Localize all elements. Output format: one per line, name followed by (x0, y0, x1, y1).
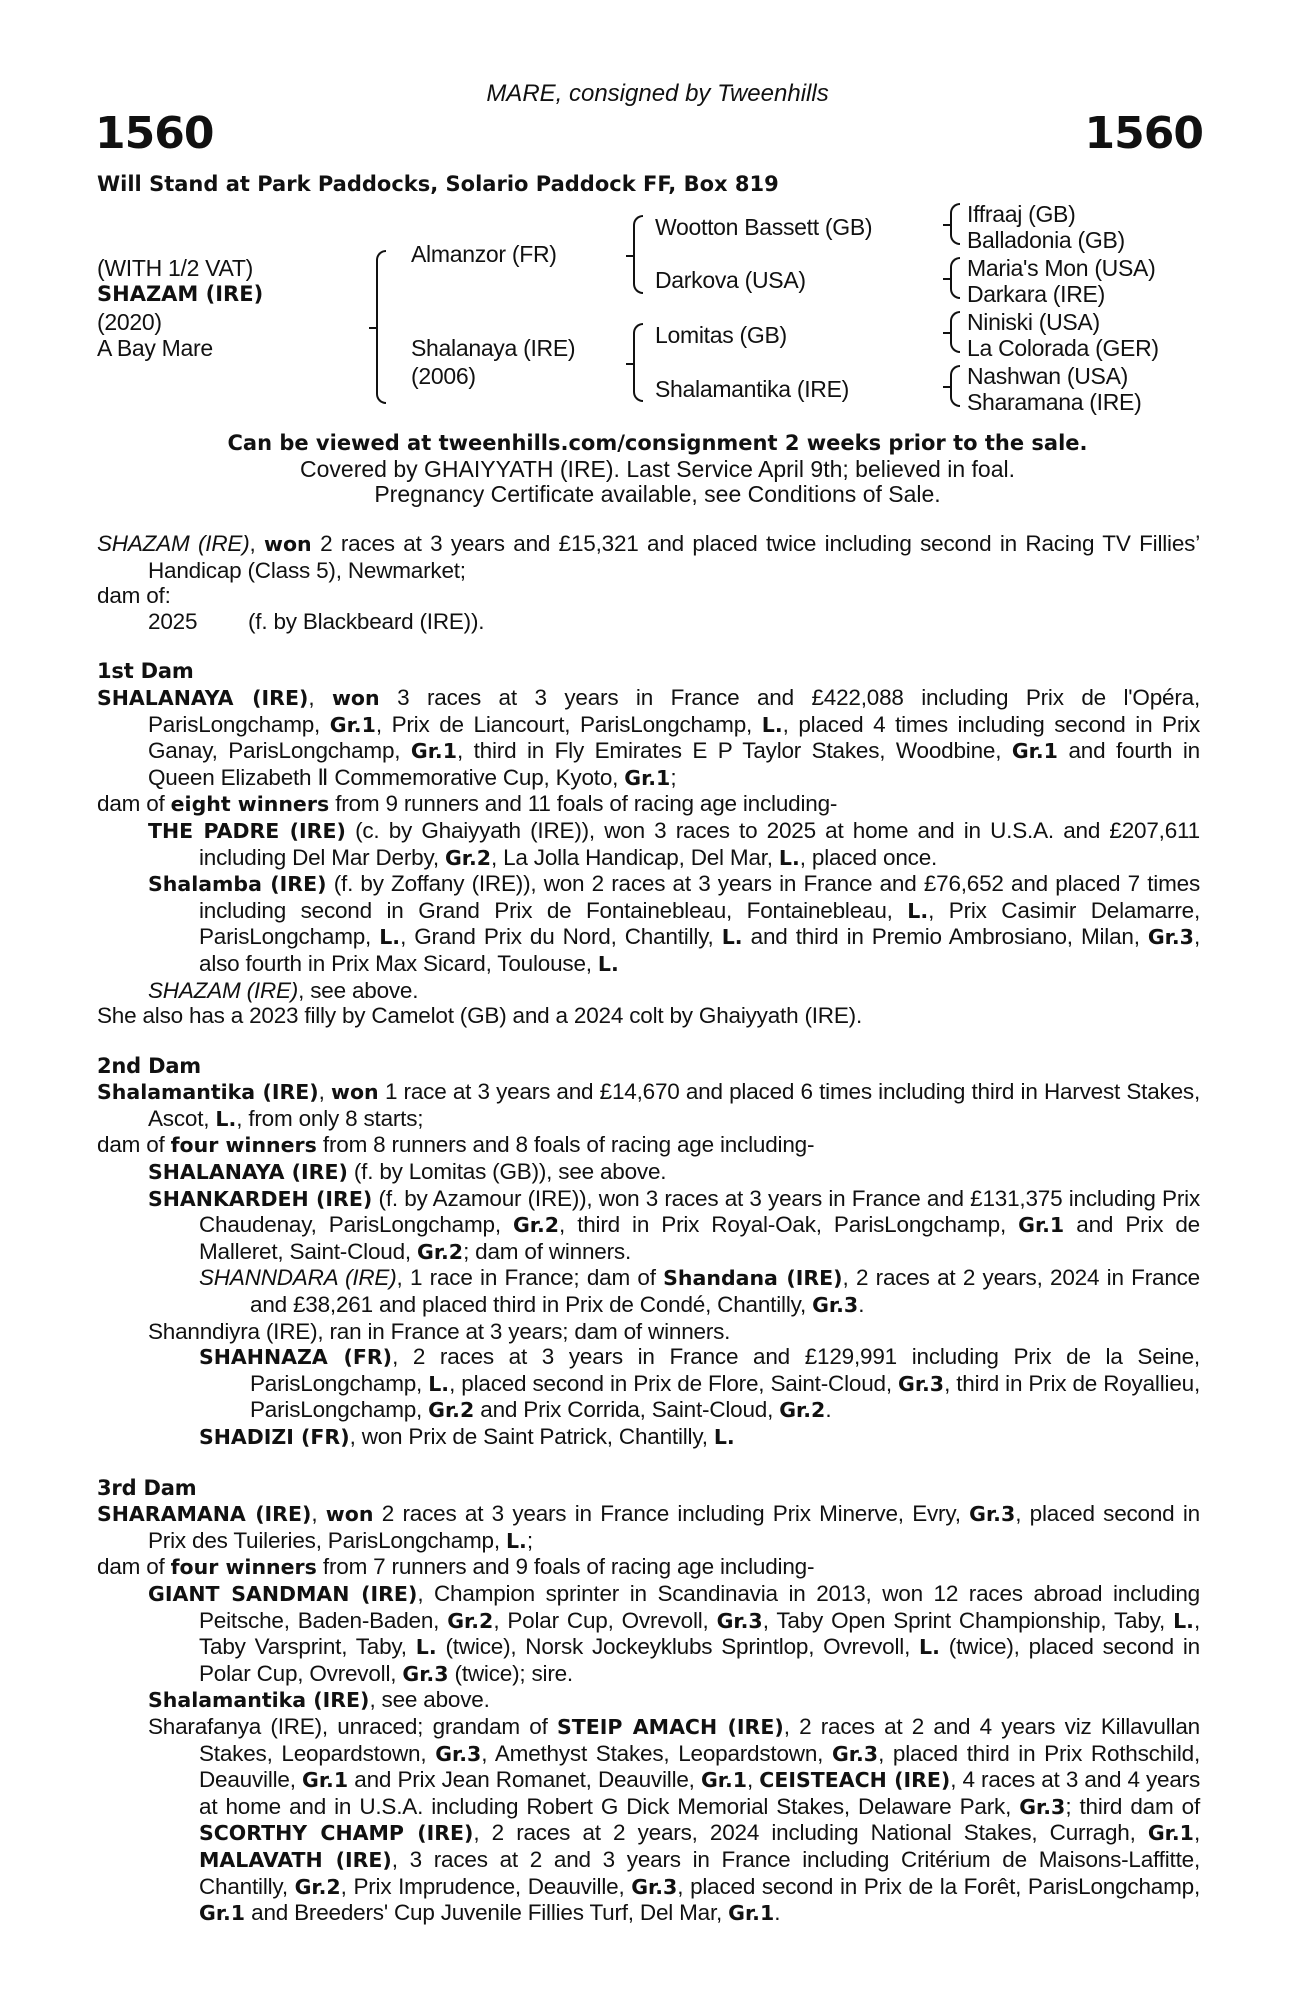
text: 1 race at 3 years and £14,670 and placed 6 times including third in Harvest Stakes, Ascot, (148, 1079, 1200, 1131)
text: , Taby Open Sprint Championship, Taby, (762, 1607, 1174, 1633)
text: , placed once. (799, 844, 938, 870)
bold-text: L. (713, 1425, 735, 1449)
bold-text: Gr.1 (728, 1901, 775, 1926)
bold-text: Gr.3 (898, 1371, 945, 1396)
text: , Grand Prix du Nord, Chantilly, (400, 924, 722, 950)
text: , see above. (298, 977, 419, 1003)
section-heading (97, 1054, 1200, 1080)
text: 3 races at 3 years in France and £422,088 including Prix de l'Opéra, ParisLongchamp, (148, 684, 1200, 737)
bold-text: eight winners (170, 792, 330, 817)
bold-text: L. (761, 712, 783, 737)
viewing-note: Can be viewed at tweenhills.com/consignment 2 weeks prior to the sale. (227, 431, 1088, 455)
bold-text: Gr.2 (294, 1874, 341, 1899)
bold-text: Gr.3 (402, 1661, 449, 1686)
section-heading (97, 659, 1200, 685)
bold-text: Gr.3 (1147, 925, 1194, 950)
text: , Polar Cup, Ovrevoll, (493, 1607, 717, 1633)
text: , placed second in Prix de Flore, Saint-Cloud, (449, 1370, 898, 1396)
bold-text: L. (505, 1528, 527, 1553)
bold-text: won (331, 1080, 379, 1105)
paragraph (97, 1424, 1200, 1451)
bold-text: L. (907, 898, 929, 923)
text: (twice), placed second in Polar Cup, Ovrevoll, (199, 1634, 1200, 1686)
paragraph (97, 1581, 1200, 1687)
sire: Almanzor (FR) (411, 241, 557, 267)
text: , Prix Casimir Delamarre, ParisLongchamp, (199, 897, 1200, 950)
bold-text: Gr.2 (447, 1608, 494, 1633)
text: 2025 (148, 608, 198, 634)
text: (twice), Norsk Jockeyklubs Sprintlop, Ovrevoll, (436, 1634, 920, 1660)
text: 1st Dam (97, 659, 194, 684)
text: 2 races at 3 years and £15,321 and placed twice including second in Racing TV Fillies’ Handicap (Class 5), Newmarket; (148, 531, 1200, 583)
bold-text: L. (379, 925, 401, 950)
dam: Shalanaya (IRE) (411, 335, 576, 361)
text: , third in Prix de Royallieu, ParisLongchamp, (250, 1370, 1200, 1423)
bold-text: SHANKARDEH (IRE) (148, 1186, 373, 1211)
text: from 7 runners and 9 foals of racing age including- (316, 1554, 815, 1580)
bold-text: L. (778, 845, 800, 870)
text: and third in Premio Ambrosiano, Milan, (742, 924, 1148, 950)
text: ; dam of winners. (463, 1238, 631, 1264)
paragraph (97, 1186, 1200, 1266)
text: (f. by Zoffany (IRE)), won 2 races at 3 years in France and £76,652 and placed 7 times including second in Grand Prix de Fontainebleau, Fontainebleau, (199, 871, 1200, 923)
bold-text: L. (1173, 1608, 1194, 1633)
bold-text: L. (597, 951, 619, 976)
pedigree-gen3: Niniski (USA) (967, 309, 1100, 335)
text: , (249, 531, 264, 556)
text: , placed second in Prix de la Forêt, ParisLongchamp, (677, 1873, 1201, 1899)
pedigree-gen2: Lomitas (GB) (655, 322, 787, 348)
text: . (774, 1900, 781, 1926)
text: , Champion sprinter in Scandinavia in 2013, won 12 races abroad including Peitsche, Baden-Baden, (199, 1580, 1200, 1633)
text: , Taby Varsprint, Taby, (199, 1607, 1201, 1660)
horse-name: SHAZAM (IRE) (97, 282, 264, 306)
bold-text: Shalamba (IRE) (148, 872, 327, 897)
text: She also has a 2023 filly by Camelot (GB) and a 2024 colt by Ghaiyyath (IRE). (97, 1003, 862, 1029)
text: , (311, 1501, 326, 1527)
text: 3rd Dam (97, 1475, 197, 1500)
bold-text: GIANT SANDMAN (IRE) (148, 1581, 418, 1606)
paragraph (97, 818, 1200, 871)
text: dam of (97, 1132, 171, 1158)
paragraph (97, 1687, 1200, 1714)
paragraph (97, 978, 1200, 1004)
paragraph (97, 583, 1200, 609)
text: , 2 races at 2 years, 2024 including National Stakes, Curragh, (473, 1820, 1148, 1846)
text: , from only 8 starts; (236, 1105, 424, 1131)
text: Shanndiyra (IRE), ran in France at 3 years; dam of winners. (148, 1318, 731, 1344)
bold-text: Gr.2 (512, 1213, 560, 1238)
text: , 4 races at 3 and 4 years at home and in U.S.A. including Robert G Dick Memorial Stakes, Delaware Park, (199, 1767, 1201, 1819)
text: (f. by Lomitas (GB)), see above. (347, 1159, 667, 1185)
bold-text: SHALANAYA (IRE) (97, 685, 309, 710)
pedigree-gen3: Nashwan (USA) (967, 363, 1128, 389)
bold-text: Gr.3 (631, 1874, 678, 1899)
page-title: MARE, consigned by Tweenhills (486, 80, 829, 107)
brace (950, 365, 960, 407)
bold-text: won (331, 685, 380, 710)
text: from 8 runners and 8 foals of racing age including- (316, 1132, 815, 1158)
text: , also fourth in Prix Max Sicard, Toulouse, (199, 924, 1200, 976)
text: ; (526, 1527, 533, 1553)
pedigree-gen3: Iffraaj (GB) (967, 201, 1076, 227)
text: . (858, 1292, 865, 1318)
text: and Prix Corrida, Saint-Cloud, (474, 1397, 780, 1423)
bold-text: L. (428, 1371, 450, 1396)
text: . (825, 1397, 832, 1423)
text: , see above. (369, 1687, 490, 1713)
italic-text: SHAZAM (IRE) (148, 977, 299, 1003)
bold-text: Gr.2 (779, 1398, 826, 1423)
paragraph (97, 1132, 1200, 1159)
text: , (747, 1767, 760, 1793)
pedigree-gen3: Balladonia (GB) (967, 227, 1125, 253)
bold-text: Gr.3 (716, 1608, 763, 1633)
text: 2nd Dam (97, 1053, 201, 1078)
bold-text: won (264, 532, 312, 556)
paragraph (97, 1319, 1200, 1345)
text: dam of (97, 1554, 171, 1580)
paragraph (97, 609, 1200, 635)
text: , third in Fly Emirates E P Taylor Stakes, Woodbine, (457, 738, 1012, 764)
section-heading (97, 1476, 1200, 1502)
paragraph (97, 1714, 1200, 1927)
bold-text: L. (919, 1635, 940, 1660)
bold-text: L. (721, 925, 743, 950)
text: , (308, 684, 332, 710)
bold-text: Gr.1 (1147, 1821, 1194, 1846)
text: dam of (97, 791, 171, 817)
bold-text: Gr.1 (700, 1768, 748, 1793)
bold-text: STEIP AMACH (IRE) (556, 1714, 784, 1739)
text: and Breeders' Cup Juvenile Fillies Turf, Del Mar, (245, 1900, 729, 1926)
paragraph (97, 1344, 1200, 1424)
brace (376, 250, 386, 404)
paragraph (97, 871, 1200, 977)
text: , placed third in Prix Rothschild, Deauville, (199, 1740, 1200, 1793)
text: , Prix de Liancourt, ParisLongchamp, (375, 711, 762, 737)
bold-text: Gr.1 (199, 1901, 246, 1926)
bold-text: Gr.1 (1011, 739, 1058, 764)
brace (950, 203, 960, 245)
text: (twice); sire. (448, 1660, 573, 1686)
bold-text: CEISTEACH (IRE) (759, 1768, 951, 1793)
catalogue-body (97, 531, 1200, 1927)
bold-text: won (325, 1502, 374, 1527)
paragraph (97, 791, 1200, 818)
bold-text: SHARAMANA (IRE) (97, 1502, 312, 1527)
vat-note: (WITH 1/2 VAT) (97, 255, 253, 281)
italic-text: SHAZAM (IRE) (97, 531, 250, 556)
brace (633, 215, 643, 294)
pedigree-gen3: Sharamana (IRE) (967, 389, 1142, 415)
horse-year: (2020) (97, 309, 162, 335)
brace (950, 257, 960, 299)
bold-text: L. (415, 1635, 437, 1660)
text: , (1193, 1820, 1200, 1846)
pedigree-gen2: Darkova (USA) (655, 267, 806, 293)
bold-text: Gr.3 (812, 1293, 859, 1318)
text: (f. by Blackbeard (IRE)). (248, 608, 485, 634)
paragraph (97, 531, 1200, 583)
pedigree-gen3: Maria's Mon (USA) (967, 255, 1156, 281)
text: 2 races at 3 years in France including Prix Minerve, Evry, (373, 1501, 970, 1527)
bold-text: Gr.2 (444, 845, 492, 870)
text: ; (670, 764, 677, 790)
brace (950, 311, 960, 353)
pedigree-gen3: Darkara (IRE) (967, 281, 1105, 307)
dam-year: (2006) (411, 363, 476, 389)
bold-text: Gr.3 (1019, 1794, 1066, 1819)
text: , 2 races at 2 and 4 years viz Killavullan Stakes, Leopardstown, (199, 1713, 1200, 1766)
text: and Prix de Malleret, Saint-Cloud, (199, 1212, 1200, 1264)
text: dam of: (97, 583, 171, 609)
bold-text: Gr.1 (302, 1768, 349, 1793)
paragraph (97, 1501, 1200, 1554)
bold-text: Gr.1 (329, 712, 376, 737)
bold-text: SHALANAYA (IRE) (148, 1160, 348, 1185)
text: , 2 races at 3 years in France and £129,991 including Prix de la Seine, ParisLongchamp, (250, 1344, 1200, 1396)
bold-text: Gr.3 (831, 1741, 879, 1766)
text: ; third dam of (1065, 1793, 1200, 1819)
text: , third in Prix Royal-Oak, ParisLongchamp, (559, 1212, 1019, 1238)
brace (633, 323, 643, 402)
bold-text: Shalamantika (IRE) (97, 1080, 319, 1105)
pedigree-gen2: Shalamantika (IRE) (655, 376, 850, 402)
bold-text: Shalamantika (IRE) (148, 1688, 370, 1713)
bold-text: Gr.2 (417, 1239, 464, 1264)
text: , Prix Imprudence, Deauville, (340, 1873, 632, 1899)
text: , 2 races at 2 years, 2024 in France and £38,261 and placed third in Prix de Condé, Chantilly, (250, 1265, 1200, 1318)
covered-note: Covered by GHAIYYATH (IRE). Last Service April 9th; believed in foal. (300, 456, 1015, 482)
bold-text: SCORTHY CHAMP (IRE) (199, 1821, 474, 1846)
text: , (318, 1079, 332, 1105)
lot-number-left: 1560 (95, 108, 214, 159)
bold-text: SHADIZI (FR) (199, 1425, 350, 1449)
bold-text: L. (215, 1106, 237, 1131)
text: , 1 race in France; dam of (396, 1265, 664, 1291)
bold-text: SHAHNAZA (FR) (199, 1345, 393, 1370)
text: (c. by Ghaiyyath (IRE)), won 3 races to 2025 at home and in U.S.A. and £207,611 including Del Mar Derby, (199, 817, 1200, 870)
bold-text: Shandana (IRE) (663, 1266, 843, 1291)
bold-text: MALAVATH (IRE) (199, 1847, 392, 1872)
bold-text: Gr.1 (624, 765, 671, 790)
horse-description: A Bay Mare (97, 335, 213, 361)
paragraph (97, 1003, 1200, 1029)
text: and fourth in Queen Elizabeth Ⅱ Commemorative Cup, Kyoto, (148, 738, 1200, 790)
text: , won Prix de Saint Patrick, Chantilly, (349, 1424, 714, 1449)
text: from 9 runners and 11 foals of racing age including- (329, 791, 838, 817)
bold-text: Gr.3 (969, 1502, 1016, 1527)
text: and Prix Jean Romanet, Deauville, (348, 1767, 701, 1793)
stand-location: Will Stand at Park Paddocks, Solario Paddock FF, Box 819 (97, 172, 779, 196)
text: , placed 4 times including second in Prix Ganay, ParisLongchamp, (148, 711, 1201, 764)
paragraph (97, 1554, 1200, 1581)
text: , placed second in Prix des Tuileries, ParisLongchamp, (148, 1501, 1200, 1553)
paragraph (97, 1079, 1200, 1132)
bold-text: Gr.1 (1018, 1213, 1065, 1238)
bold-text: Gr.2 (428, 1398, 475, 1423)
paragraph (97, 1265, 1200, 1318)
pedigree-gen2: Wootton Bassett (GB) (655, 214, 873, 240)
bold-text: four winners (170, 1555, 317, 1580)
paragraph (97, 1159, 1200, 1186)
lot-number-right: 1560 (1084, 108, 1203, 159)
text: (f. by Azamour (IRE)), won 3 races at 3 years in France and £131,375 including Prix Chaudenay, ParisLongchamp, (199, 1185, 1200, 1238)
bold-text: four winners (170, 1133, 317, 1158)
pedigree-gen3: La Colorada (GER) (967, 335, 1159, 361)
text: , La Jolla Handicap, Del Mar, (491, 844, 779, 870)
text: , Amethyst Stakes, Leopardstown, (481, 1740, 832, 1766)
bold-text: THE PADRE (IRE) (148, 818, 346, 843)
paragraph (97, 685, 1200, 791)
italic-text: SHANNDARA (IRE) (199, 1265, 397, 1291)
text: , 3 races at 2 and 3 years in France including Critérium de Maisons-Laffitte, Chantilly, (199, 1846, 1200, 1899)
bold-text: Gr.3 (435, 1741, 482, 1766)
text: Sharafanya (IRE), unraced; grandam of (148, 1713, 557, 1739)
pregnancy-note: Pregnancy Certificate available, see Conditions of Sale. (374, 481, 941, 507)
bold-text: Gr.1 (410, 739, 457, 764)
